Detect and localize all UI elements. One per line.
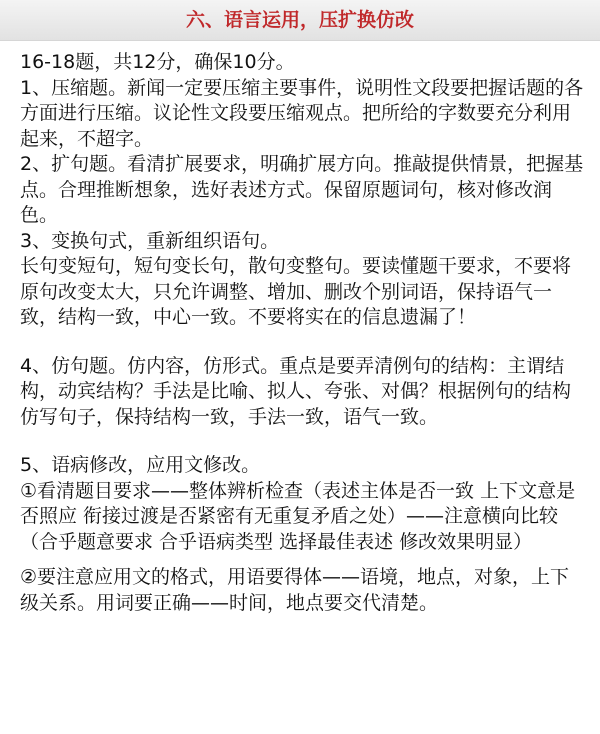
item-transform-title: 3、变换句式，重新组织语句。 [20, 229, 280, 252]
item-transform-body: 长句变短句，短句变长句，散句变整句。要读懂题干要求，不要将原句改变太大，只允许调整、增加、删改个别词语，保持语气一致，结构一致，中心一致。不要将实在的信息遗漏了！ [20, 255, 572, 328]
spacer [20, 430, 588, 453]
intro-text: 16-18题，共12分，确保10分。 [20, 51, 295, 73]
item-correction-title: 5、语病修改，应用文修改。 [20, 454, 261, 476]
item-correction-point-1: ①看清题目要求——整体辨析检查（表述主体是否一致 上下文意是否照应 衔接过渡是否紧密有无重复矛盾之处）——注意横向比较（合乎题意要求 合乎语病类型 选择最佳表述 修改效果明显） [20, 479, 576, 553]
item-imitation: 4、仿句题。仿内容，仿形式。重点是要弄清例句的结构：主谓结构，动宾结构？手法是比喻、拟人、夸张、对偶？根据例句的结构仿写句子，保持结构一致，手法一致，语气一致。 [20, 354, 572, 428]
item-correction-point-2: ②要注意应用文的格式，用语要得体——语境，地点，对象，上下级关系。用词要正确——时间，地点要交代清楚。 [20, 566, 570, 614]
spacer [20, 555, 588, 565]
item-compression: 1、压缩题。新闻一定要压缩主要事件，说明性文段要把握话题的各方面进行压缩。议论性文段要压缩观点。把所给的字数要充分利用起来，不超字。 [20, 76, 584, 150]
item-expansion: 2、扩句题。看清扩展要求，明确扩展方向。推敲提供情景，把握基点。合理推断想象，选好表述方式。保留原题词句，核对修改润色。 [20, 153, 584, 226]
spacer [20, 331, 588, 354]
document-body [20, 50, 588, 616]
section-title: 六、语言运用，压扩换仿改 [185, 9, 414, 31]
